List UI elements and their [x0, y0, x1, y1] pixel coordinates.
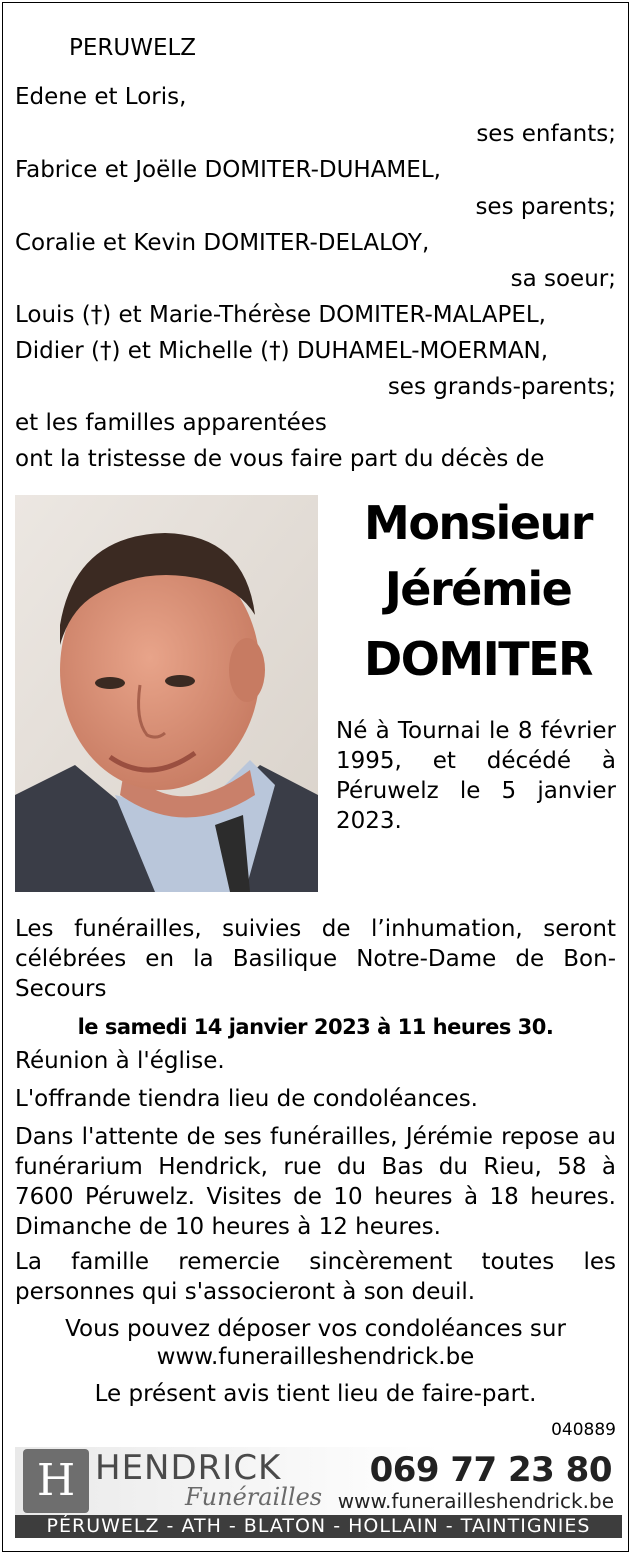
visitation-info: Dans l'attente de ses funérailles, Jérémie repose au funérarium Hendrick, rue du Bas du Rieu, 58 à 7600 Péruwelz. Visites de 10 heures à 18 heures. Dimanche de 10 heures à 12 heures.: [15, 1124, 616, 1240]
family-line: et les familles apparentées: [15, 410, 327, 436]
logo-letter: H: [36, 1455, 76, 1506]
family-line: ses parents;: [475, 194, 616, 220]
birth-death-info: Né à Tournai le 8 février 1995, et décédé à Péruwelz le 5 janvier 2023.: [336, 718, 616, 834]
portrait-photo: [15, 495, 318, 892]
brand-name: HENDRICK: [95, 1448, 282, 1488]
meeting-info: Réunion à l'église.: [15, 1048, 225, 1074]
family-line: ses enfants;: [476, 121, 616, 147]
deceased-last-name: DOMITER: [364, 632, 592, 686]
banner-top: [15, 1447, 622, 1515]
offering-info: L'offrande tiendra lieu de condoléances.: [15, 1086, 478, 1112]
locations-bar: PÉRUWELZ - ATH - BLATON - HOLLAIN - TAINTIGNIES: [15, 1515, 622, 1538]
family-line: ses grands-parents;: [387, 374, 616, 400]
brand-subtitle: Funérailles: [185, 1483, 323, 1511]
condolences-url[interactable]: www.funerailleshendrick.be: [156, 1344, 475, 1370]
family-line: sa soeur;: [510, 266, 616, 292]
thanks-message: La famille remercie sincèrement toutes les personnes qui s'associeront à son deuil.: [15, 1249, 616, 1305]
phone-number: 069 77 23 80: [369, 1450, 612, 1490]
notice-statement: Le présent avis tient lieu de faire-part.: [94, 1381, 537, 1407]
family-line: Didier (†) et Michelle (†) DUHAMEL-MOERMAN,: [15, 338, 549, 364]
deceased-first-name: Jérémie: [384, 562, 572, 616]
family-line: Louis (†) et Marie-Thérèse DOMITER-MALAPEL,: [15, 302, 546, 328]
locality-header: PERUWELZ: [69, 35, 197, 61]
reference-number: 040889: [551, 1420, 616, 1440]
funeral-intro: Les funérailles, suivies de l’inhumation, seront célébrées en la Basilique Notre-Dame de Bon-Secours: [15, 916, 616, 1002]
deceased-title: Monsieur: [364, 496, 592, 550]
funeral-date: le samedi 14 janvier 2023 à 11 heures 30.: [77, 1015, 554, 1039]
family-line: ont la tristesse de vous faire part du décès de: [15, 446, 545, 472]
hendrick-logo: [23, 1449, 89, 1513]
family-line: Fabrice et Joëlle DOMITER-DUHAMEL,: [15, 157, 441, 183]
website-link[interactable]: www.funerailleshendrick.be: [337, 1489, 614, 1513]
family-line: Edene et Loris,: [15, 84, 187, 110]
funeral-home-banner: [15, 1447, 622, 1538]
condolences-text: Vous pouvez déposer vos condoléances sur: [65, 1316, 566, 1342]
family-line: Coralie et Kevin DOMITER-DELALOY,: [15, 230, 430, 256]
